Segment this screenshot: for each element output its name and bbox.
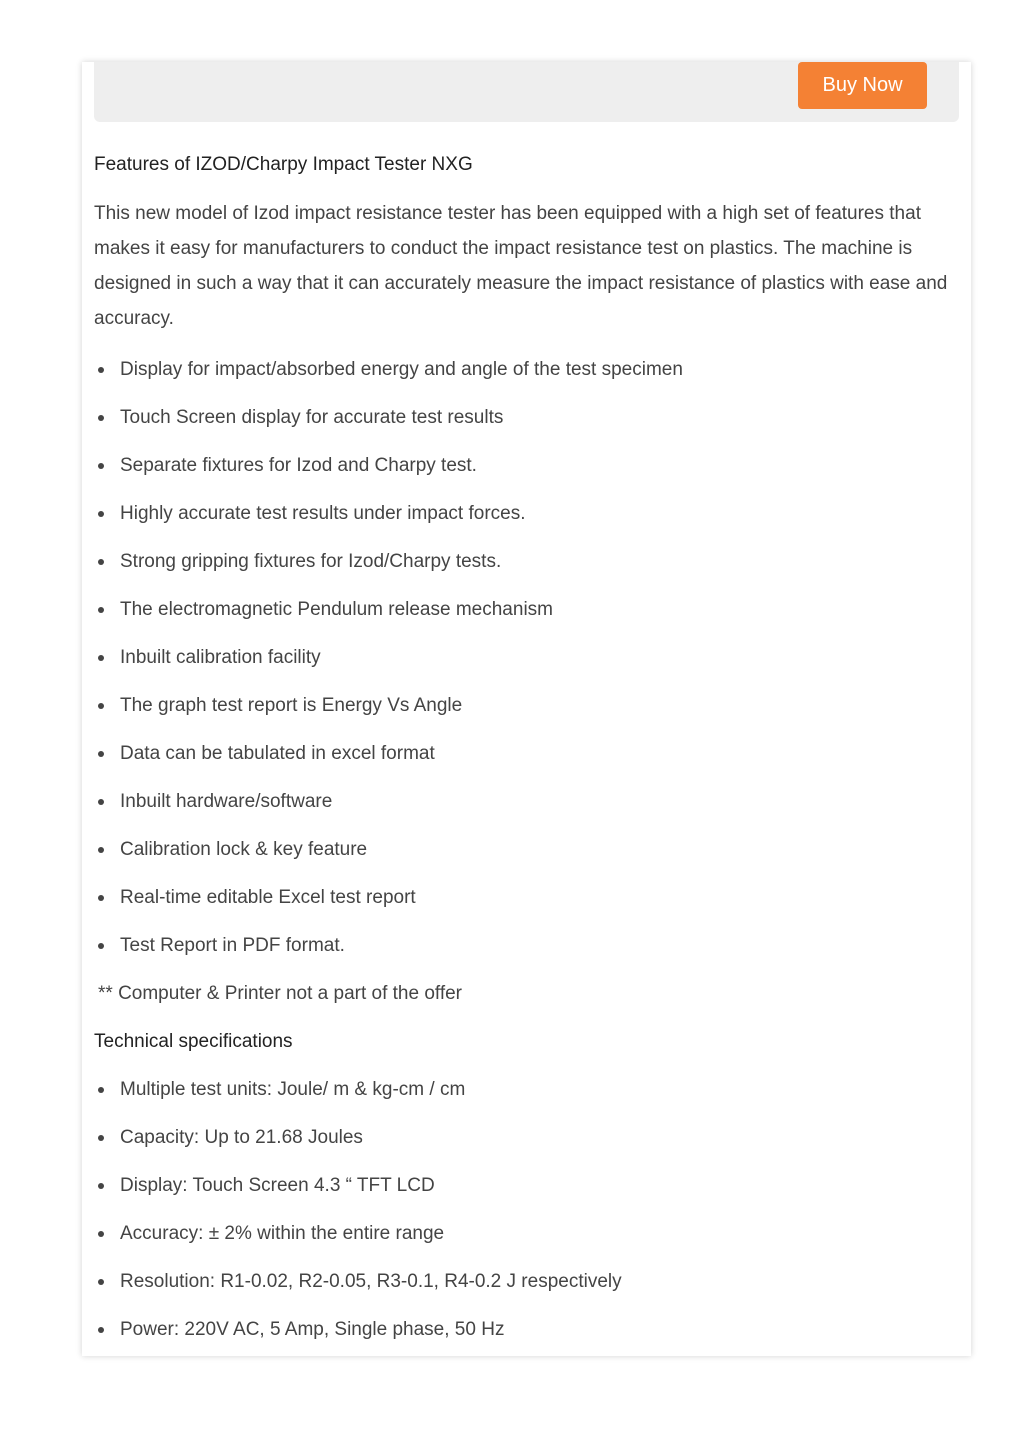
list-item: Display: Touch Screen 4.3 “ TFT LCD [94,1162,959,1210]
list-item: The graph test report is Energy Vs Angle [94,682,959,730]
list-item: Separate fixtures for Izod and Charpy test. [94,442,959,490]
buy-bar [94,62,959,122]
list-item: Data can be tabulated in excel format [94,730,959,778]
list-item: Capacity: Up to 21.68 Joules [94,1114,959,1162]
list-item: Resolution: R1-0.02, R2-0.05, R3-0.1, R4-0.2 J respectively [94,1258,959,1306]
features-paragraph: This new model of Izod impact resistance tester has been equipped with a high set of features that makes it easy for manufacturers to conduct the impact resistance test on plastics. The machine is designed in such a way that it can accurately measure the impact resistance of plastics with ease and accuracy. [94,203,948,329]
specs-list [94,1066,959,1354]
list-item: Display for impact/absorbed energy and angle of the test specimen [94,346,959,394]
specs-heading: Technical specifications [94,1031,293,1052]
list-item: The electromagnetic Pendulum release mechanism [94,586,959,634]
product-card [82,62,971,1356]
list-item: Power: 220V AC, 5 Amp, Single phase, 50 Hz [94,1306,959,1354]
list-item: Inbuilt calibration facility [94,634,959,682]
list-item: Inbuilt hardware/software [94,778,959,826]
buy-now-button[interactable]: Buy Now [798,62,927,109]
product-description [94,150,959,1354]
features-list [94,346,959,970]
list-item: Accuracy: ± 2% within the entire range [94,1210,959,1258]
list-item: Test Report in PDF format. [94,922,959,970]
list-item: Highly accurate test results under impact forces. [94,490,959,538]
list-item: Strong gripping fixtures for Izod/Charpy tests. [94,538,959,586]
list-item: Touch Screen display for accurate test results [94,394,959,442]
features-heading: Features of IZOD/Charpy Impact Tester NXG [94,154,473,175]
list-item: Calibration lock & key feature [94,826,959,874]
list-item: Multiple test units: Joule/ m & kg-cm / cm [94,1066,959,1114]
offer-note: ** Computer & Printer not a part of the offer [98,983,463,1004]
list-item: Real-time editable Excel test report [94,874,959,922]
